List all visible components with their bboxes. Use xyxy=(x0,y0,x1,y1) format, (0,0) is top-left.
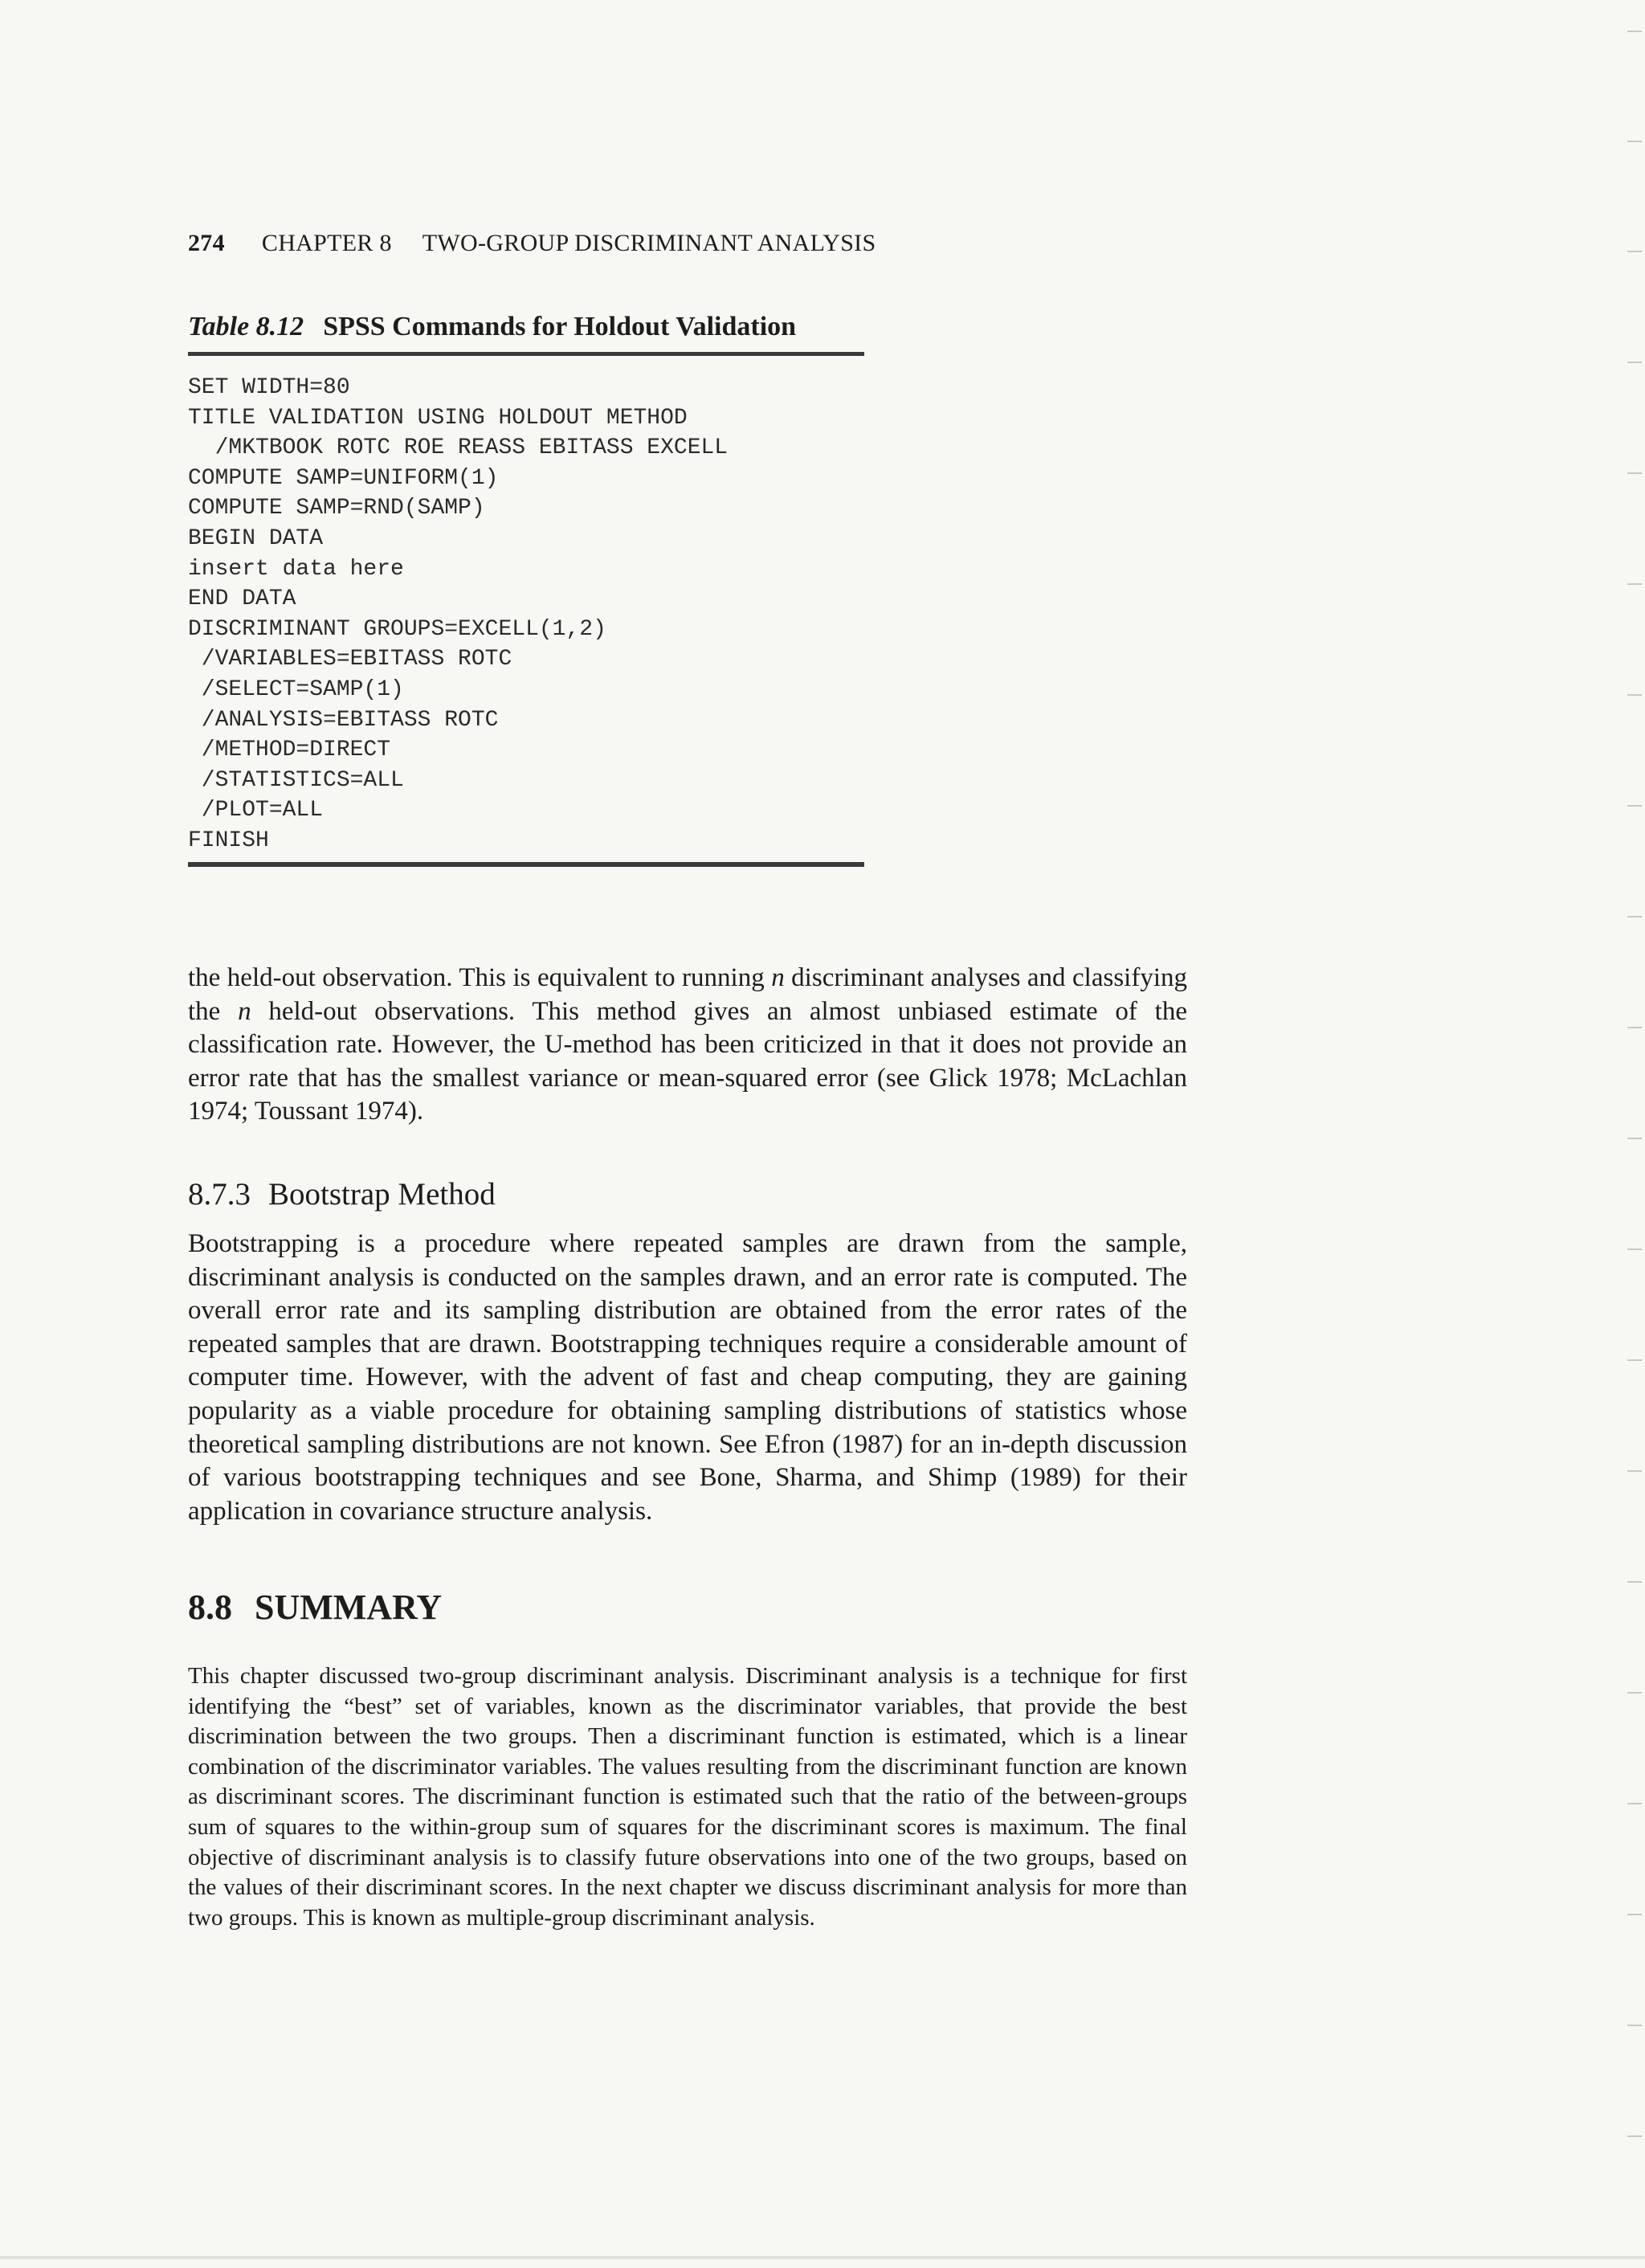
code-line: SET WIDTH=80 xyxy=(188,375,350,400)
table-caption xyxy=(188,312,796,342)
page-number: 274 xyxy=(188,230,225,256)
italic-n: n xyxy=(238,996,251,1026)
chapter-label: CHAPTER 8 xyxy=(261,230,392,256)
chapter-title: TWO-GROUP DISCRIMINANT ANALYSIS xyxy=(422,230,876,256)
paragraph-summary: This chapter discussed two-group discriminant analysis. Discriminant analysis is a technique for first identifying the “best” set of variables, known as the discriminator variables, that provide the best discrimination between the two groups. Then a discriminant function is estimated, which is a linear combination of the discriminator variables. The values resulting from the discriminant function are known as discriminant scores. The discriminant function is estimated such that the ratio of the between-groups sum of squares to the within-group sum of squares for the discriminant scores is maximum. The final objective of discriminant analysis is to classify future observations into one of the two groups, based on the values of their discriminant scores. In the next chapter we discuss discriminant analysis for more than two groups. This is known as multiple-group discriminant analysis. xyxy=(188,1663,1187,1931)
section-heading-8-7-3 xyxy=(188,1176,496,1212)
code-line: /ANALYSIS=EBITASS ROTC xyxy=(188,707,499,733)
code-line: FINISH xyxy=(188,828,269,853)
code-line: END DATA xyxy=(188,586,296,612)
code-line: /MKTBOOK ROTC ROE REASS EBITASS EXCELL xyxy=(188,435,729,461)
code-line: /SELECT=SAMP(1) xyxy=(188,676,404,702)
code-line: DISCRIMINANT GROUPS=EXCELL(1,2) xyxy=(188,616,606,642)
code-line: COMPUTE SAMP=RND(SAMP) xyxy=(188,496,485,521)
table-title: SPSS Commands for Holdout Validation xyxy=(323,312,797,341)
section-number: 8.8 xyxy=(188,1588,232,1627)
section-number: 8.7.3 xyxy=(188,1177,251,1212)
table-number: Table 8.12 xyxy=(188,312,304,341)
code-line: /VARIABLES=EBITASS ROTC xyxy=(188,647,512,672)
code-line: /METHOD=DIRECT xyxy=(188,738,391,763)
spss-code-block xyxy=(188,373,728,856)
running-head xyxy=(188,230,876,257)
code-line: /STATISTICS=ALL xyxy=(188,767,404,793)
italic-n: n xyxy=(771,963,785,992)
section-title: SUMMARY xyxy=(255,1588,443,1627)
code-line: COMPUTE SAMP=UNIFORM(1) xyxy=(188,465,499,491)
code-line: /PLOT=ALL xyxy=(188,798,324,823)
code-line: BEGIN DATA xyxy=(188,525,324,551)
code-line: insert data here xyxy=(188,556,404,582)
scan-bottom-edge xyxy=(0,2256,1645,2259)
paragraph-holdout xyxy=(188,962,1187,1129)
paragraph-text: discriminant analyses and classifying the xyxy=(188,963,1188,1026)
paragraph-text: held-out observations. This method gives an almost unbiased estimate of the classification rate. However, the U-method has been criticized in that it does not provide an error rate that has the smallest variance or mean-squared error (see Glick 1978; McLachlan 1974; Toussant 1974). xyxy=(188,996,1187,1126)
paragraph-bootstrap: Bootstrapping is a procedure where repeated samples are drawn from the sample, discriminant analysis is conducted on the samples drawn, and an error rate is computed. The overall error rate and its sampling distribution are obtained from the error rates of the repeated samples that are drawn. Bootstrapping techniques require a considerable amount of computer time. However, with the advent of fast and cheap computing, they are gaining popularity as a viable procedure for obtaining sampling distributions of statistics whose theoretical sampling distributions are not known. See Efron (1987) for an in-depth discussion of various bootstrapping techniques and see Bone, Sharma, and Shimp (1989) for their application in covariance structure analysis. xyxy=(188,1229,1187,1526)
table-top-rule xyxy=(188,352,864,356)
paragraph-text: the held-out observation. This is equivalent to running xyxy=(188,963,772,992)
section-title: Bootstrap Method xyxy=(268,1177,496,1212)
code-line: TITLE VALIDATION USING HOLDOUT METHOD xyxy=(188,405,688,431)
scan-edge-marks xyxy=(1626,0,1645,2268)
section-heading-8-8 xyxy=(188,1587,442,1628)
table-bottom-rule xyxy=(188,862,864,867)
